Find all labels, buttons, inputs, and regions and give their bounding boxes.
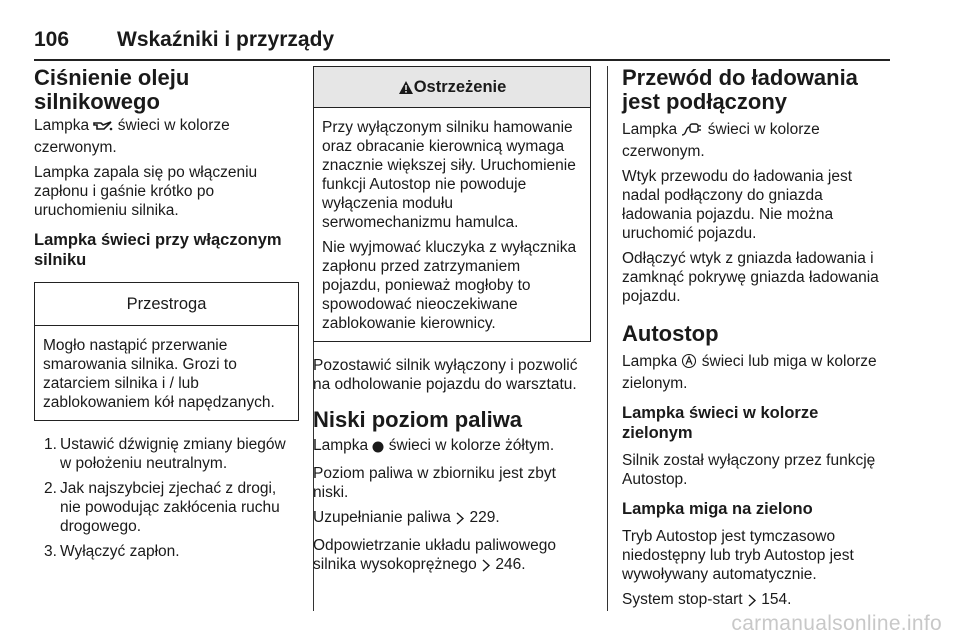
- green-blinking-text: Tryb Autostop jest tymczasowo niedostępny lub tryb Autostop jest wywoływany automatycznie.: [622, 528, 854, 583]
- page-header: [34, 22, 894, 52]
- page-reference-arrow-icon: [481, 558, 491, 577]
- stop-start-reference: System stop-start 154.: [622, 590, 892, 612]
- column-3: [622, 66, 892, 618]
- warning-header: [314, 67, 590, 108]
- fuel-dot-icon: [372, 439, 384, 458]
- charge-plug-text: Wtyk przewodu do ładowania jest nadal podłączony do gniazda ładowania pojazdu. Nie można uruchomić pojazdu.: [622, 168, 853, 242]
- page-title: Wskaźniki i przyrządy: [117, 28, 335, 51]
- column-2: [313, 66, 591, 583]
- section-heading-low-fuel: Niski poziom paliwa: [313, 407, 523, 432]
- subheading-green-steady: Lampka świeci w kolorze zielonym: [622, 404, 819, 442]
- oil-pressure-icon: [93, 119, 113, 138]
- section-heading-autostop: Autostop: [622, 321, 719, 346]
- warning-title: Ostrzeżenie: [413, 78, 507, 96]
- steps-list: [34, 435, 299, 561]
- subheading-engine-running: Lampka świeci przy włączonym silniku: [34, 231, 282, 269]
- warning-paragraph-2: Nie wyjmować kluczyka z wyłącznika zapłonu przed zatrzymaniem pojazdu, ponieważ mogłoby to spowodować nieoczekiwane zablokowanie kierownicy.: [322, 239, 577, 332]
- fuel-level-text: Poziom paliwa w zbiorniku jest zbyt niski.: [313, 465, 556, 501]
- warning-paragraph-1: Przy wyłączonym silniku hamowanie oraz obracanie kierownicą wymaga znacznie większej siły. Uruchomienie funkcji Autostop nie powoduje wyłączenia modułu serwomechanizmu hamulca.: [322, 119, 576, 231]
- page-reference-arrow-icon: [747, 593, 757, 612]
- charging-cable-icon: [681, 121, 703, 142]
- list-item: 3. Wyłączyć zapłon.: [44, 543, 180, 560]
- watermark: carmanualsonline.info: [731, 612, 942, 635]
- header-rule: [34, 59, 890, 61]
- page-number: 106: [34, 28, 70, 51]
- warning-box: [313, 66, 591, 342]
- green-steady-text: Silnik został wyłączony przez funkcję Autostop.: [622, 452, 876, 488]
- caution-box: [34, 282, 299, 421]
- autostop-icon: [681, 353, 697, 374]
- oil-lamp-text: Lampka świeci w kolorze czerwonym.: [34, 117, 230, 156]
- column-1: [34, 66, 299, 567]
- section-heading-oil-pressure: Ciśnienie oleju silnikowego: [34, 65, 190, 114]
- subheading-green-blinking: Lampka miga na zielono: [622, 500, 813, 518]
- fuel-lamp-text: Lampka świeci w kolorze żółtym.: [313, 436, 591, 458]
- autostop-lamp-text: Lampka świeci lub miga w kolorze zielonym.: [622, 353, 877, 392]
- list-item: 2. Jak najszybciej zjechać z drogi, nie powodując zakłócenia ruchu drogowego.: [44, 480, 280, 535]
- charge-unplug-text: Odłączyć wtyk z gniazda ładowania i zamknąć pokrywę gniazda ładowania pojazdu.: [622, 250, 879, 305]
- warning-triangle-icon: [398, 70, 414, 110]
- refuel-reference: Uzupełnianie paliwa 229.: [313, 508, 591, 530]
- section-heading-charging-cable: Przewód do ładowania jest podłączony: [622, 65, 858, 114]
- diesel-bleeding-reference: Odpowietrzanie układu paliwowego silnika wysokoprężnego 246.: [313, 536, 591, 577]
- tow-paragraph: Pozostawić silnik wyłączony i pozwolić na odholowanie pojazdu do warsztatu.: [313, 357, 578, 393]
- charge-lamp-text: Lampka świeci w kolorze czerwonym.: [622, 121, 820, 160]
- list-item: 1. Ustawić dźwignię zmiany biegów w położeniu neutralnym.: [44, 436, 286, 472]
- column-divider-2: [607, 66, 608, 611]
- oil-lamp-description: Lampka zapala się po włączeniu zapłonu i gaśnie krótko po uruchomieniu silnika.: [34, 164, 258, 219]
- caution-text: Mogło nastąpić przerwanie smarowania silnika. Grozi to zatarciem silnika i / lub zablokowaniem kół napędzanych.: [43, 337, 275, 411]
- page-reference-arrow-icon: [455, 511, 465, 530]
- caution-title: Przestroga: [35, 283, 298, 326]
